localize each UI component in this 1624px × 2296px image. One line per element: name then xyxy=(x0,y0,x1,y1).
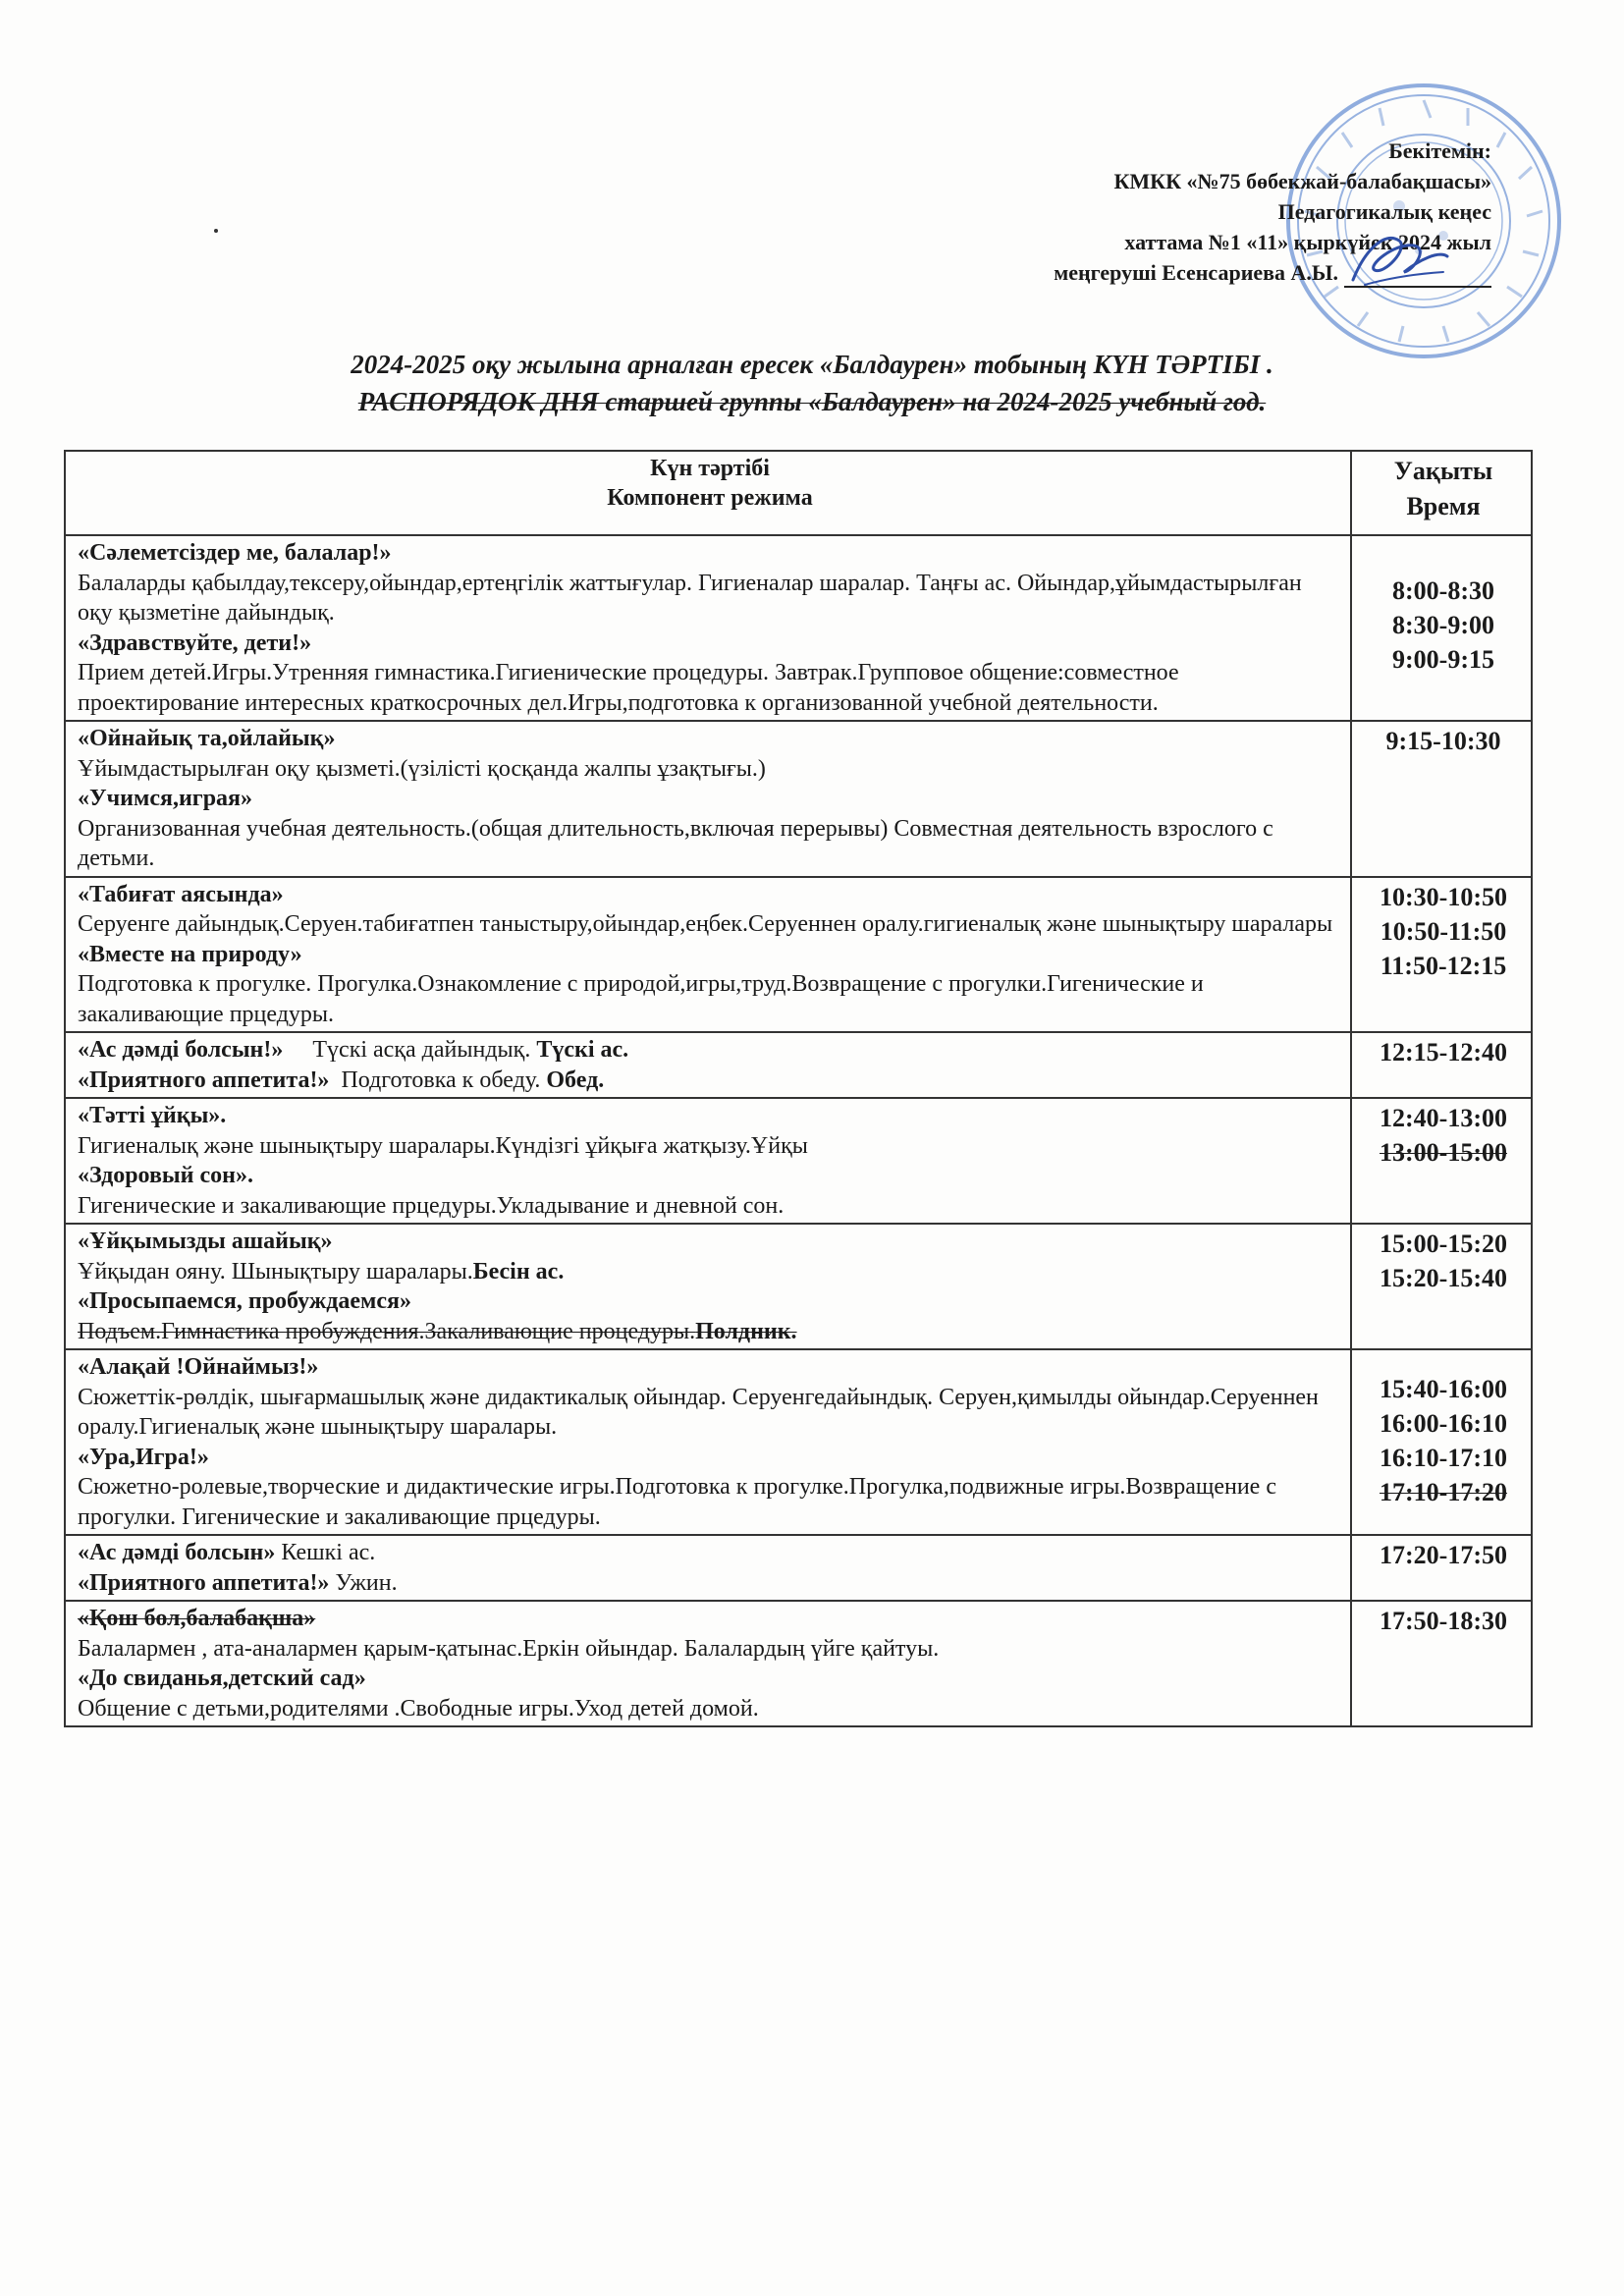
row-text-ru: Общение с детьми,родителями .Свободные игры.Уход детей домой. xyxy=(78,1695,759,1722)
approval-council: Педагогикалық кеңес xyxy=(1277,199,1491,224)
time-slot: 16:00-16:10 xyxy=(1380,1409,1507,1438)
time-slot: 10:30-10:50 xyxy=(1380,882,1507,911)
time-slot: 13:00-15:00 xyxy=(1380,1138,1507,1167)
row-component xyxy=(65,1601,1351,1726)
row-title-ru: «Приятного аппетита!» xyxy=(78,1066,330,1093)
row-title-ru: «Здравствуйте, дети!» xyxy=(78,629,312,656)
time-slot: 16:10-17:10 xyxy=(1380,1444,1507,1472)
time-slot: 15:20-15:40 xyxy=(1380,1264,1507,1292)
row-component xyxy=(65,721,1351,877)
approval-protocol: хаттама №1 «11» қыркүйек 2024 жыл xyxy=(1124,230,1491,254)
row-text-ru: Подготовка к обеду. xyxy=(341,1066,541,1093)
row-text-ru: Подъем.Гимнастика пробуждения.Закаливающие процедуры. xyxy=(78,1318,696,1344)
row-title-kk: «Ұйқымызды ашайық» xyxy=(78,1229,333,1254)
row-component xyxy=(65,535,1351,721)
approval-org: КМКК «№75 бөбекжай-балабақшасы» xyxy=(1113,169,1491,193)
row-bold-ru: Обед. xyxy=(546,1066,605,1093)
title-ru: РАСПОРЯДОК ДНЯ старшей группы «Балдаурен» на 2024-2025 учебный год. xyxy=(357,387,1267,416)
row-times xyxy=(1351,1535,1532,1601)
row-times xyxy=(1351,1098,1532,1224)
time-slot: 12:15-12:40 xyxy=(1380,1038,1507,1066)
row-line-ru xyxy=(78,1066,1342,1096)
row-times xyxy=(1351,721,1532,877)
row-title-kk: «Сәлеметсіздер ме, балалар!» xyxy=(78,540,392,566)
time-slot: 15:00-15:20 xyxy=(1380,1230,1507,1258)
row-text-ru: Гигенические и закаливающие прцедуры.Укладывание и дневной сон. xyxy=(78,1192,785,1219)
table-row xyxy=(65,1349,1532,1535)
row-component xyxy=(65,1098,1351,1224)
row-component xyxy=(65,1349,1351,1535)
header-time-ru: Время xyxy=(1406,492,1481,520)
row-line-kk xyxy=(78,1538,1342,1568)
row-component xyxy=(65,1535,1351,1601)
table-row xyxy=(65,877,1532,1033)
row-line-ru xyxy=(78,1568,1342,1599)
time-slot: 17:10-17:20 xyxy=(1380,1478,1507,1506)
row-text-kk: Түскі асқа дайындық. xyxy=(312,1037,531,1063)
row-text-kk: Кешкі ас. xyxy=(281,1540,376,1565)
row-title-ru: «Здоровый сон». xyxy=(78,1163,253,1188)
row-text-kk: Балаларды қабылдау,тексеру,ойындар,ертеңгілік жаттығулар. Гигиеналар шаралар. Таңғы ас. Ойындар,ұйымдастырылған оқу қызметіне дайындық. xyxy=(78,570,1302,626)
row-title-ru: «Вместе на природу» xyxy=(78,941,302,967)
row-text-kk: Серуенге дайындық.Серуен.табиғатпен таныстыру,ойындар,еңбек.Серуеннен оралу.гигиеналық және шынықтыру шаралары xyxy=(78,911,1333,937)
row-times xyxy=(1351,1224,1532,1349)
table-row xyxy=(65,1032,1532,1098)
row-text-ru: Ужин. xyxy=(335,1569,398,1596)
header-component-kk: Күн тәртібі xyxy=(650,456,770,481)
time-slot: 9:00-9:15 xyxy=(1392,645,1494,674)
title-kk: 2024-2025 оқу жылына арналған ересек «Балдаурен» тобының КҮН ТӘРТІБІ . xyxy=(351,350,1273,379)
row-text-ru: Организованная учебная деятельность.(общая длительность,включая перерывы) Совместная деятельность взрослого с детьми. xyxy=(78,815,1273,871)
time-slot: 10:50-11:50 xyxy=(1380,916,1507,946)
row-title-ru: «Просыпаемся, пробуждаемся» xyxy=(78,1288,411,1314)
speck xyxy=(214,229,218,233)
row-title-kk: «Тәтті ұйқы». xyxy=(78,1103,227,1128)
row-text-kk: Сюжеттік-рөлдік, шығармашылық және дидактикалық ойындар. Серуенгедайындық. Серуен,қимылды ойындар.Серуеннен оралу.Гигиеналық және шынықтыру шаралары. xyxy=(78,1384,1319,1440)
row-text-kk: Ұйқыдан ояну. Шынықтыру шаралары. xyxy=(78,1258,473,1285)
row-title-ru: «Приятного аппетита!» xyxy=(78,1569,330,1596)
row-component xyxy=(65,1224,1351,1349)
table-row xyxy=(65,1098,1532,1224)
table-row xyxy=(65,1224,1532,1349)
table-row xyxy=(65,1535,1532,1601)
header-time-kk: Уақыты xyxy=(1393,457,1493,485)
signature-icon xyxy=(1345,221,1453,300)
row-text-kk: Гигиеналық және шынықтыру шаралары.Күндізгі ұйқыға жатқызу.Ұйқы xyxy=(78,1132,808,1159)
approval-approve: Бекітемін: xyxy=(1388,138,1491,163)
row-bold-kk: Түскі ас. xyxy=(536,1037,629,1063)
row-title-kk: «Алақай !Ойнаймыз!» xyxy=(78,1354,319,1380)
table-header-row xyxy=(65,451,1532,535)
row-title-kk: «Ас дәмді болсын!» xyxy=(78,1037,284,1063)
time-slot: 11:50-12:15 xyxy=(1380,951,1507,980)
row-bold-ru: Полдник. xyxy=(695,1318,797,1344)
time-slot: 17:50-18:30 xyxy=(1380,1607,1507,1635)
row-bold-kk: Бесін ас. xyxy=(472,1258,565,1285)
row-times xyxy=(1351,877,1532,1033)
row-line-kk xyxy=(78,1035,1342,1066)
row-text-ru: Сюжетно-ролевые,творческие и дидактические игры.Подготовка к прогулке.Прогулка,подвижные игры.Возвращение с прогулки. Гигенические и закаливающие прцедуры. xyxy=(78,1474,1276,1530)
row-times xyxy=(1351,1601,1532,1726)
table-row xyxy=(65,721,1532,877)
table-row xyxy=(65,535,1532,721)
time-slot: 17:20-17:50 xyxy=(1380,1541,1507,1569)
row-text-kk: Ұйымдастырылған оқу қызметі.(үзілісті қосқанда жалпы ұзақтығы.) xyxy=(78,755,766,782)
row-line-kk xyxy=(78,1257,1342,1287)
row-title-kk: «Қош бол,балабақша» xyxy=(78,1606,316,1631)
time-slot: 12:40-13:00 xyxy=(1380,1104,1507,1132)
row-title-kk: «Табиғат аясында» xyxy=(78,881,284,907)
row-times xyxy=(1351,535,1532,721)
row-title-ru: «Учимся,играя» xyxy=(78,786,253,811)
row-component xyxy=(65,877,1351,1033)
approval-head: меңгеруші Есенсариева А.Ы. xyxy=(1054,260,1338,285)
header-component-ru: Компонент режима xyxy=(607,485,813,511)
row-title-kk: «Ас дәмді болсын» xyxy=(78,1540,276,1565)
time-slot: 8:30-9:00 xyxy=(1392,611,1494,639)
row-title-ru: «До свиданья,детский сад» xyxy=(78,1666,366,1691)
row-title-ru: «Ура,Игра!» xyxy=(78,1444,209,1470)
row-times xyxy=(1351,1032,1532,1098)
time-slot: 9:15-10:30 xyxy=(1385,727,1501,755)
time-slot: 8:00-8:30 xyxy=(1392,576,1494,605)
row-text-ru: Подготовка к прогулке. Прогулка.Ознакомление с природой,игры,труд.Возвращение с прогулки.Гигенические и закаливающие прцедуры. xyxy=(78,971,1204,1027)
row-component xyxy=(65,1032,1351,1098)
row-text-kk: Балалармен , ата-аналармен қарым-қатынас.Еркін ойындар. Балалардың үйге қайтуы. xyxy=(78,1635,940,1662)
row-text-ru: Прием детей.Игры.Утренняя гимнастика.Гигиенические процедуры. Завтрак.Групповое общение:совместное проектирование интересных краткосрочных дел.Игры,подготовка к организованной учебной деятельности. xyxy=(78,660,1179,716)
time-slot: 15:40-16:00 xyxy=(1380,1375,1507,1403)
table-row xyxy=(65,1601,1532,1726)
header-time xyxy=(1351,451,1532,535)
titles xyxy=(0,346,1624,420)
row-line-ru xyxy=(78,1317,1342,1347)
row-times xyxy=(1351,1349,1532,1535)
schedule-table xyxy=(64,450,1533,1727)
row-title-kk: «Ойнайық та,ойлайық» xyxy=(78,726,336,751)
header-component xyxy=(65,451,1351,535)
